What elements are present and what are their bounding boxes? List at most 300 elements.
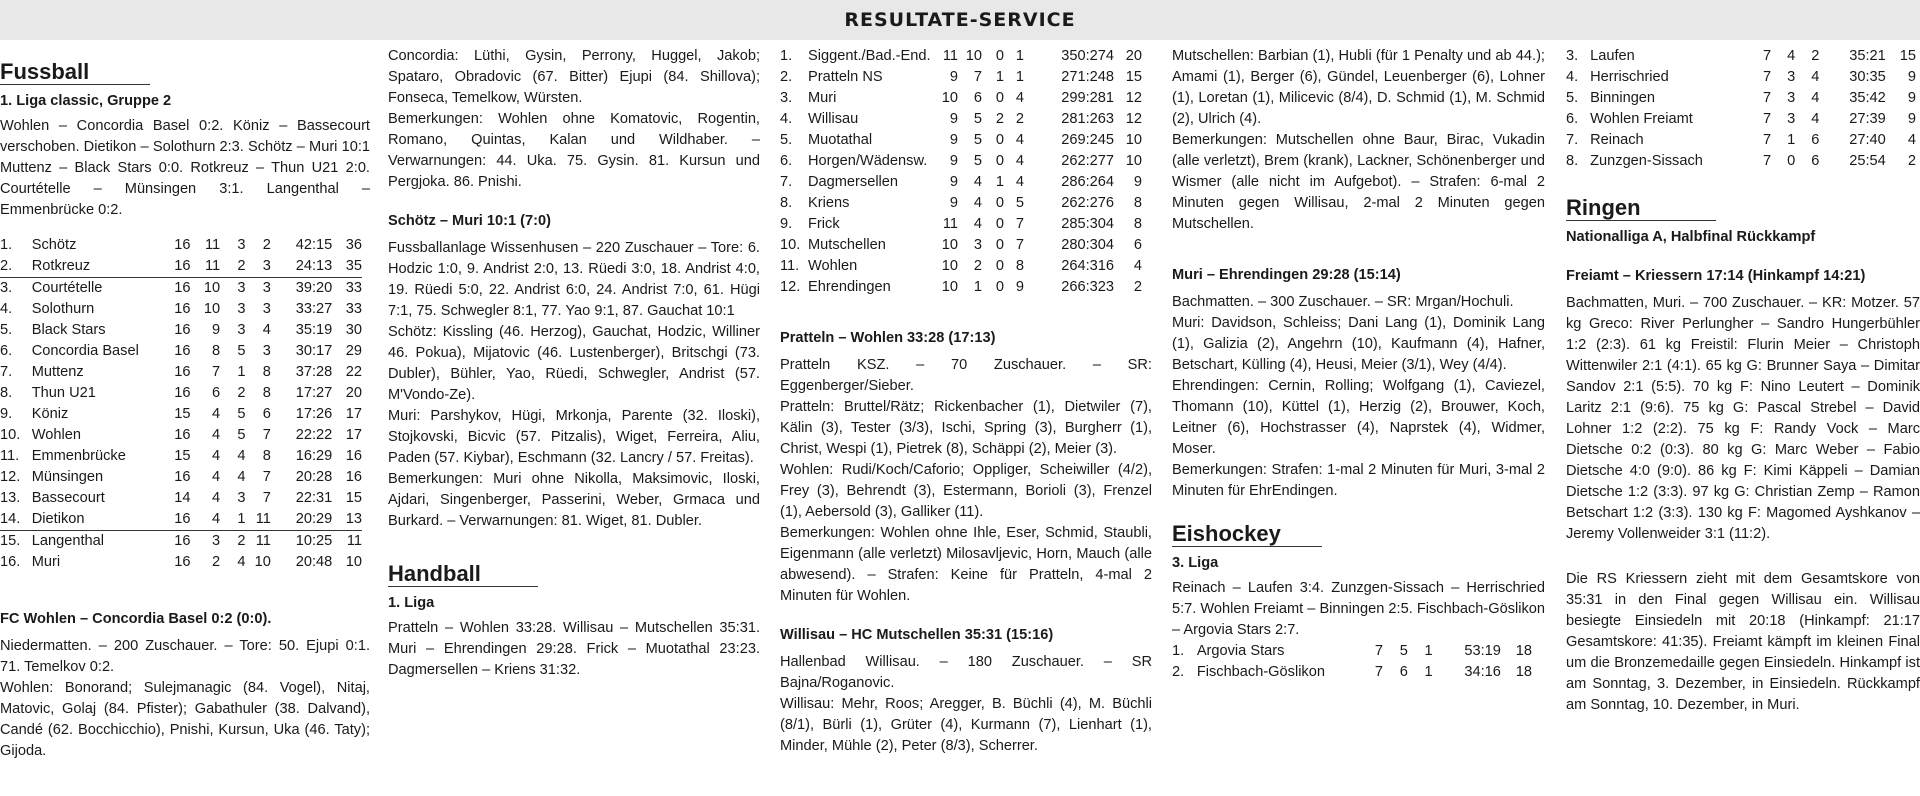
- table-cell: 0: [1787, 153, 1796, 169]
- table-cell: 3: [237, 490, 246, 506]
- table-cell: 3: [237, 301, 246, 317]
- table-cell: 30: [345, 322, 362, 338]
- table-cell: 2: [220, 256, 245, 278]
- table-cell: 9: [1907, 69, 1916, 85]
- table-cell: 1: [995, 174, 1004, 190]
- table-cell: 0: [995, 237, 1004, 253]
- table-cell: Pratteln NS: [808, 69, 883, 85]
- table-cell: 16:29: [295, 448, 333, 464]
- lineup-ehrendingen: Ehrendingen: Cernin, Rolling; Wolfgang (1), Caviezel, Thomann (10), Küttel (1), Herzig (2), Brouwer, Koch, Leitner (6), Hochstrasser (4), Naprstek (4), Widmer, Moser.: [1172, 378, 1545, 457]
- lineup-wohlen: Wohlen: Bonorand; Sulejmanagic (84. Vogel), Nitaj, Matovic, Golaj (84. Pfister); Gabathuler (38. Dalvand), Candé (62. Bocchicchio), Pnishi, Kursun, Uka (46. Taty); Gijoda.: [0, 680, 370, 759]
- table-cell: 10.: [0, 427, 21, 443]
- lineup-pratteln: Pratteln: Bruttel/Rätz; Rickenbacher (1), Dietwiler (7), Kälin (3), Tester (3/3), Ischi, Spring (3), Burgherr (1), Christ, Wespi (1), Pietrek (8), Schäppi (2), Meier (3).: [780, 399, 1152, 457]
- table-cell: 9: [212, 322, 221, 338]
- standings-table-eishockey-continued: [1566, 46, 1916, 172]
- table-cell: 6: [1399, 664, 1408, 680]
- table-cell: 4: [191, 509, 221, 531]
- table-cell: 9: [1015, 279, 1024, 295]
- lineup-wohlen: Wohlen: Rudi/Koch/Caforio; Oppliger, Scheiwiller (4/2), Frey (3), Behrendt (3), Estermann, Borioli (3), Frenzel (1), Aebersold (3), Galliker (11).: [780, 462, 1152, 520]
- table-cell: 17:26: [295, 406, 333, 422]
- table-cell: 1.: [1172, 643, 1185, 659]
- table-cell: 6: [1811, 132, 1820, 148]
- table-row: [0, 383, 362, 404]
- table-cell: Reinach: [1590, 132, 1644, 148]
- table-cell: 11.: [0, 448, 20, 464]
- table-cell: 8: [262, 364, 271, 380]
- table-cell: 11: [255, 533, 271, 549]
- table-cell: 7.: [780, 174, 793, 190]
- table-cell: 2: [212, 554, 221, 570]
- table-cell: 7.: [1566, 132, 1579, 148]
- table-cell: Dietikon: [32, 509, 165, 531]
- table-cell: 16: [174, 385, 191, 401]
- table-cell: 2: [237, 385, 246, 401]
- table-row: [0, 299, 362, 320]
- table-row: [0, 531, 362, 553]
- table-cell: Frick: [808, 216, 840, 232]
- table-cell: 10: [345, 554, 362, 570]
- table-cell: 33: [345, 280, 362, 296]
- table-cell: 14: [174, 490, 191, 506]
- table-cell: 11: [942, 48, 958, 64]
- table-cell: 4.: [0, 301, 13, 317]
- table-cell: 16: [174, 280, 191, 296]
- table-cell: 10: [254, 554, 271, 570]
- table-cell: 266:323: [1061, 279, 1114, 295]
- table-row: [0, 404, 362, 425]
- table-cell: 7: [1763, 69, 1772, 85]
- table-cell: 15: [1899, 48, 1916, 64]
- table-cell: Courtételle: [31, 280, 103, 296]
- table-cell: 1.: [0, 237, 13, 253]
- table-cell: 2: [1811, 48, 1820, 64]
- table-cell: 7: [262, 490, 271, 506]
- table-cell: 7: [262, 427, 271, 443]
- table-cell: 9: [949, 69, 958, 85]
- table-cell: 2.: [0, 256, 32, 278]
- table-row: [0, 488, 362, 509]
- table-row: [0, 256, 362, 278]
- match-remarks: Bemerkungen: Wohlen ohne Ihle, Eser, Schmid, Staubli, Eigenmann (alle verletzt) Milosavljevic, Horn, Mauch (alle abwesend). – Strafen: Keine für Pratteln, 4-mal 2 Minuten für Wohlen.: [780, 525, 1152, 604]
- table-cell: 8: [1133, 216, 1142, 232]
- table-cell: 1: [1015, 69, 1024, 85]
- table-cell: 7: [973, 69, 982, 85]
- table-cell: 10: [1125, 132, 1142, 148]
- table-cell: 2: [1907, 153, 1916, 169]
- league-title-handball: 1. Liga: [388, 595, 435, 611]
- match-remarks: Bemerkungen: Mutschellen ohne Baur, Birac, Vukadin (alle verletzt), Brem (krank), Lackner, Schönenberger und Wismer (alle nicht im Aufgebot). – Strafen: 6-mal 2 Minuten gegen Willisau, 2-mal 2 Minuten gegen Mutschellen.: [1172, 132, 1545, 232]
- results-handball: Pratteln – Wohlen 33:28. Willisau – Mutschellen 35:31. Muri – Ehrendingen 29:28. Frick – Muotathal 23:23. Dagmersellen – Kriens 31:32.: [388, 620, 760, 678]
- table-cell: 7.: [0, 364, 13, 380]
- table-cell: 22:31: [295, 490, 333, 506]
- table-cell: 2: [1015, 111, 1024, 127]
- table-cell: 8: [1133, 195, 1142, 211]
- table-cell: 4: [1811, 90, 1820, 106]
- table-cell: 39:20: [295, 280, 333, 296]
- table-row: [0, 509, 362, 531]
- table-cell: 7: [1763, 132, 1772, 148]
- table-cell: 5.: [1566, 90, 1579, 106]
- standings-table-fussball: [0, 235, 362, 573]
- match-remarks: Bemerkungen: Wohlen ohne Komatovic, Rogentin, Romano, Quintas, Kalan und Wildhaber. – Verwarnungen: 44. Uka. 75. Gysin. 81. Kursun und Pergjoka. 86. Pnishi.: [388, 111, 760, 190]
- table-cell: 3: [246, 256, 271, 278]
- table-cell: 299:281: [1061, 90, 1114, 106]
- section-title-eishockey: Eishockey: [1172, 522, 1322, 547]
- table-cell: 8: [1015, 258, 1024, 274]
- table-cell: Bassecourt: [31, 490, 105, 506]
- column-3: [780, 46, 1152, 794]
- table-cell: 10:25: [295, 533, 333, 549]
- section-title-handball: Handball: [388, 562, 538, 587]
- table-cell: 25:54: [1849, 153, 1886, 169]
- table-cell: 9.: [780, 216, 793, 232]
- table-cell: 27:40: [1849, 132, 1886, 148]
- table-cell: 30:35: [1849, 69, 1886, 85]
- table-cell: 5: [237, 427, 246, 443]
- table-cell: 3: [262, 343, 271, 359]
- table-cell: 9: [949, 132, 958, 148]
- table-row: [780, 256, 1142, 277]
- table-row: [780, 130, 1142, 151]
- table-cell: 4: [1787, 48, 1796, 64]
- table-cell: Laufen: [1590, 48, 1635, 64]
- table-cell: 18: [1515, 664, 1532, 680]
- table-cell: 9.: [0, 406, 13, 422]
- table-row: [0, 552, 362, 573]
- table-cell: 15: [345, 490, 362, 506]
- table-cell: 3: [237, 280, 246, 296]
- table-cell: 7: [1374, 643, 1383, 659]
- table-cell: 8: [212, 343, 221, 359]
- table-row: [1566, 67, 1916, 88]
- table-cell: 4: [1907, 132, 1916, 148]
- table-cell: 4: [973, 195, 982, 211]
- table-cell: 8: [262, 385, 271, 401]
- table-row: [0, 446, 362, 467]
- standings-table-handball: [780, 46, 1142, 298]
- table-cell: 0: [995, 279, 1004, 295]
- column-4: [1172, 46, 1545, 794]
- table-row: [0, 425, 362, 446]
- table-row: [1566, 109, 1916, 130]
- table-cell: 2: [262, 237, 271, 253]
- table-cell: 4.: [780, 111, 793, 127]
- table-cell: 22:22: [295, 427, 333, 443]
- table-cell: 6.: [0, 343, 13, 359]
- table-cell: Dagmersellen: [808, 174, 899, 190]
- table-cell: Zunzgen-Sissach: [1590, 153, 1703, 169]
- table-cell: 4: [973, 174, 982, 190]
- table-cell: 3: [1787, 69, 1796, 85]
- column-2: [388, 46, 760, 794]
- table-cell: Fischbach-Göslikon: [1196, 664, 1325, 680]
- table-cell: Muri: [31, 554, 61, 570]
- table-cell: 4: [1015, 153, 1024, 169]
- table-cell: Solothurn: [31, 301, 95, 317]
- table-cell: 2: [995, 111, 1004, 127]
- league-title-eishockey: 3. Liga: [1172, 555, 1219, 571]
- table-cell: 6.: [780, 153, 793, 169]
- table-cell: Langenthal: [31, 533, 104, 549]
- table-cell: 12: [1125, 90, 1142, 106]
- table-cell: 4.: [1566, 69, 1579, 85]
- table-row: [780, 151, 1142, 172]
- table-cell: 22: [345, 364, 362, 380]
- table-cell: Muttenz: [31, 364, 84, 380]
- table-cell: 9: [949, 153, 958, 169]
- table-cell: 20:29: [271, 509, 332, 531]
- results-eishockey: Reinach – Laufen 3:4. Zunzgen-Sissach – Herrischried 5:7. Wohlen Freiamt – Binningen 2:5. Fischbach-Göslikon – Argovia Stars 2:7.: [1172, 580, 1545, 638]
- table-cell: 350:274: [1061, 48, 1114, 64]
- table-cell: 3: [1787, 111, 1796, 127]
- table-cell: 20:28: [295, 469, 333, 485]
- table-row: [1566, 46, 1916, 67]
- table-cell: 14.: [0, 509, 32, 531]
- table-cell: 8: [262, 448, 271, 464]
- table-cell: 4: [262, 322, 271, 338]
- table-cell: 262:277: [1061, 153, 1114, 169]
- table-cell: 5: [973, 132, 982, 148]
- table-cell: Schötz: [31, 237, 77, 253]
- table-cell: Mutschellen: [808, 237, 886, 253]
- table-cell: 0: [995, 153, 1004, 169]
- table-cell: 10: [203, 280, 221, 296]
- table-cell: 17:27: [295, 385, 333, 401]
- table-cell: 2: [973, 258, 982, 274]
- table-cell: 5: [973, 153, 982, 169]
- table-cell: 16: [345, 469, 362, 485]
- table-cell: Argovia Stars: [1196, 643, 1285, 659]
- table-cell: Kriens: [808, 195, 850, 211]
- table-cell: 0: [995, 132, 1004, 148]
- table-cell: 8.: [780, 195, 793, 211]
- table-row: [780, 277, 1142, 298]
- table-cell: 3: [973, 237, 982, 253]
- match-title-willisau-mutschellen: Willisau – HC Mutschellen 35:31 (15:16): [780, 627, 1054, 643]
- table-cell: 1: [1424, 643, 1433, 659]
- table-cell: 2: [237, 533, 246, 549]
- table-cell: 6.: [1566, 111, 1579, 127]
- table-cell: 16: [174, 427, 191, 443]
- table-cell: 285:304: [1061, 216, 1114, 232]
- lineup-muri: Muri: Parshykov, Hügi, Mrkonja, Parente (32. Iloski), Stojkovski, Bicvic (57. Pitzalis), Wiget, Ferreira, Aliu, Paden (57. Kiybar), Eschmann (32. Lancry / 57. Freitas).: [388, 408, 760, 466]
- table-cell: 0: [995, 195, 1004, 211]
- league-title-ringen: Nationalliga A, Halbfinal Rückkampf: [1566, 229, 1816, 245]
- table-row: [1566, 151, 1916, 172]
- table-cell: 9: [1133, 174, 1142, 190]
- table-cell: 15: [174, 448, 191, 464]
- table-cell: 9: [949, 195, 958, 211]
- table-cell: 11: [191, 256, 221, 278]
- table-cell: 36: [345, 237, 362, 253]
- table-cell: 16: [174, 237, 191, 253]
- match-info: Hallenbad Willisau. – 180 Zuschauer. – SR Bajna/Roganovic.: [780, 654, 1152, 691]
- table-cell: Münsingen: [31, 469, 104, 485]
- table-cell: 1: [995, 69, 1004, 85]
- table-cell: Rotkreuz: [32, 256, 165, 278]
- table-cell: 1: [1424, 664, 1433, 680]
- table-cell: 1: [1787, 132, 1796, 148]
- table-cell: 4: [1015, 132, 1024, 148]
- table-row: [0, 341, 362, 362]
- table-cell: 16: [174, 343, 191, 359]
- league-title-fussball: 1. Liga classic, Gruppe 2: [0, 93, 172, 109]
- table-cell: 16.: [0, 554, 21, 570]
- table-cell: 8.: [0, 385, 13, 401]
- table-cell: 34:16: [1464, 664, 1501, 680]
- table-cell: 4: [1811, 69, 1820, 85]
- table-cell: 10: [941, 279, 958, 295]
- table-cell: 1.: [780, 48, 793, 64]
- table-cell: 0: [995, 258, 1004, 274]
- table-cell: 10.: [780, 237, 801, 253]
- table-cell: Binningen: [1590, 90, 1656, 106]
- section-title-ringen: Ringen: [1566, 196, 1716, 221]
- match-title-schoetz-muri: Schötz – Muri 10:1 (7:0): [388, 213, 551, 229]
- table-cell: 9: [1907, 111, 1916, 127]
- table-cell: 3.: [1566, 48, 1579, 64]
- table-cell: 4: [212, 406, 221, 422]
- table-cell: 2.: [780, 69, 793, 85]
- table-cell: 12.: [780, 279, 801, 295]
- table-cell: 4: [237, 469, 246, 485]
- table-cell: 24:13: [271, 256, 332, 278]
- lineup-schoetz: Schötz: Kissling (46. Herzog), Gauchat, Hodzic, Williner 46. Pokua), Mijatovic (46. Lustenberger), Britschgi (73. Dubler), Bühler, Yao, Rüedi, Schwegler, Andrist (57. M'Vondo-Ze).: [388, 324, 760, 403]
- table-cell: 3.: [0, 280, 13, 296]
- table-cell: 281:263: [1061, 111, 1114, 127]
- match-title-muri-ehrendingen: Muri – Ehrendingen 29:28 (15:14): [1172, 267, 1401, 283]
- table-cell: 35: [332, 256, 362, 278]
- table-cell: 6: [1811, 153, 1820, 169]
- table-row: [0, 467, 362, 488]
- table-cell: 4: [1133, 258, 1142, 274]
- lineup-mutschellen: Mutschellen: Barbian (1), Hubli (für 1 Penalty und ab 44.); Amami (1), Berger (6), Gündel, Leuenberger (6), Lohner (1), Loretan (1), Milicevic (8/4), D. Schmid (1), M. Schmid (2), Ulrich (4).: [1172, 48, 1545, 127]
- table-cell: Thun U21: [31, 385, 96, 401]
- table-cell: 10: [941, 237, 958, 253]
- table-cell: 4: [1811, 111, 1820, 127]
- table-cell: 7: [1763, 111, 1772, 127]
- table-cell: 280:304: [1061, 237, 1114, 253]
- match-info: Niedermatten. – 200 Zuschauer. – Tore: 50. Ejupi 0:1. 71. Temelkov 0:2.: [0, 638, 370, 675]
- table-cell: 20: [345, 385, 362, 401]
- table-cell: 10: [1125, 153, 1142, 169]
- table-cell: Concordia Basel: [31, 343, 139, 359]
- table-row: [780, 67, 1142, 88]
- table-cell: 16: [174, 301, 191, 317]
- match-remarks: Bemerkungen: Strafen: 1-mal 2 Minuten für Muri, 3-mal 2 Minuten für EhrEndingen.: [1172, 462, 1545, 499]
- table-cell: 4: [212, 490, 221, 506]
- table-cell: 12: [1125, 111, 1142, 127]
- table-cell: 4: [1015, 174, 1024, 190]
- table-cell: 3: [262, 280, 271, 296]
- table-cell: 264:316: [1061, 258, 1114, 274]
- table-cell: 8.: [1566, 153, 1579, 169]
- table-cell: 0: [995, 216, 1004, 232]
- table-cell: 7: [1015, 237, 1024, 253]
- table-cell: 16: [174, 322, 191, 338]
- table-cell: 9: [1907, 90, 1916, 106]
- table-cell: Black Stars: [31, 322, 106, 338]
- table-cell: Köniz: [31, 406, 69, 422]
- table-cell: 16: [174, 469, 191, 485]
- table-row: [1566, 130, 1916, 151]
- match-title-freiamt-kriessern: Freiamt – Kriessern 17:14 (Hinkampf 14:21): [1566, 268, 1866, 284]
- table-cell: 33:27: [295, 301, 333, 317]
- table-cell: 0: [995, 90, 1004, 106]
- table-cell: 1: [220, 509, 245, 531]
- table-cell: 17: [345, 406, 362, 422]
- table-cell: 4: [1015, 90, 1024, 106]
- table-cell: 3.: [780, 90, 793, 106]
- table-cell: 4: [237, 554, 246, 570]
- table-cell: 2: [1133, 279, 1142, 295]
- table-row: [780, 88, 1142, 109]
- table-cell: 30:17: [295, 343, 333, 359]
- table-cell: 15: [174, 406, 191, 422]
- table-cell: 10: [203, 301, 221, 317]
- table-cell: 9: [949, 111, 958, 127]
- match-info: Pratteln KSZ. – 70 Zuschauer. – SR: Eggenberger/Sieber.: [780, 357, 1152, 394]
- table-row: [1172, 641, 1532, 662]
- table-cell: 1: [973, 279, 982, 295]
- table-cell: 16: [165, 256, 190, 278]
- table-cell: 20: [1125, 48, 1142, 64]
- table-cell: 16: [174, 533, 191, 549]
- table-cell: 6: [262, 406, 271, 422]
- table-cell: 7: [1374, 664, 1383, 680]
- table-cell: 4: [212, 427, 221, 443]
- column-5: [1566, 46, 1920, 794]
- table-cell: 53:19: [1464, 643, 1501, 659]
- table-cell: 5: [237, 343, 246, 359]
- table-cell: 35:21: [1849, 48, 1886, 64]
- table-cell: 20:48: [295, 554, 333, 570]
- table-cell: Muri: [808, 90, 837, 106]
- table-cell: 7: [1763, 48, 1772, 64]
- table-row: [0, 362, 362, 383]
- table-row: [780, 172, 1142, 193]
- table-cell: 6: [973, 90, 982, 106]
- table-cell: 5: [237, 406, 246, 422]
- table-row: [1566, 88, 1916, 109]
- table-cell: 0: [995, 48, 1004, 64]
- table-row: [1172, 662, 1532, 683]
- lineup-concordia: Concordia: Lüthi, Gysin, Perrony, Huggel, Jakob; Spataro, Obradovic (67. Bitter) Ejupi (84. Shillova); Fonseca, Temelkow, Würsten.: [388, 48, 760, 106]
- page-title: RESULTATE-SERVICE: [844, 9, 1076, 31]
- table-cell: Wohlen: [31, 427, 81, 443]
- table-cell: 3: [237, 237, 246, 253]
- table-cell: 5.: [0, 322, 13, 338]
- table-cell: 16: [174, 364, 191, 380]
- table-cell: 17: [345, 427, 362, 443]
- table-cell: 7: [212, 364, 221, 380]
- match-info: Fussballanlage Wissenhusen – 220 Zuschauer – Tore: 6. Hodzic 1:0, 9. Andrist 2:0, 13. Rüedi 3:0, 18. Andrist 4:0, 19. Rüedi 5:0, 22. Andrist 6:0, 24. Andrist 7:0, 61. Hügi 7:1, 75. Schwegler 8:1, 77. Yao 9:1, 87. Gauchat 10:1: [388, 240, 760, 319]
- table-cell: 15: [1125, 69, 1142, 85]
- table-cell: 5: [973, 111, 982, 127]
- table-cell: 18: [1515, 643, 1532, 659]
- lineup-willisau: Willisau: Mehr, Roos; Aregger, B. Büchli (4), M. Büchli (8/1), Bürli (1), Grüter (4), Kurmann (7), Lienhart (1), Minder, Mühle (2), Peter (8/3), Scherrer.: [780, 696, 1152, 754]
- table-cell: Muotathal: [808, 132, 873, 148]
- table-cell: 13: [332, 509, 362, 531]
- table-cell: 15.: [0, 533, 21, 549]
- table-cell: 7: [1763, 90, 1772, 106]
- table-row: [0, 235, 362, 256]
- table-cell: 35:19: [295, 322, 333, 338]
- table-cell: 5: [1399, 643, 1408, 659]
- table-cell: 3: [212, 533, 221, 549]
- table-cell: 2.: [1172, 664, 1185, 680]
- table-cell: 7: [262, 469, 271, 485]
